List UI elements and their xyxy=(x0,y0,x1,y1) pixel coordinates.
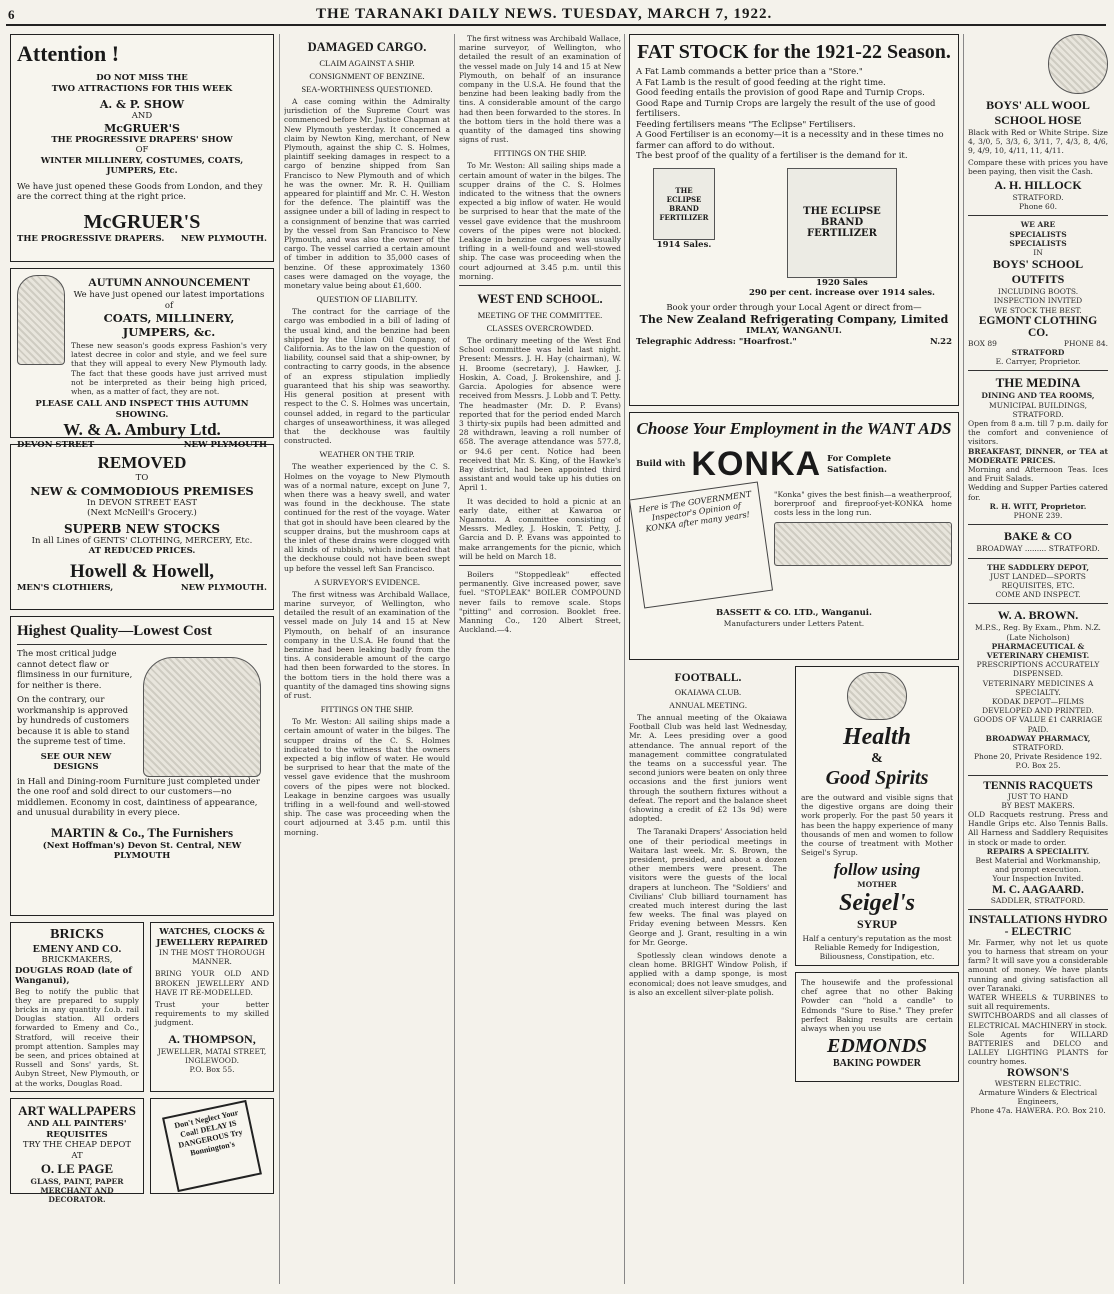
article-subhead: QUESTION OF LIABILITY. xyxy=(316,294,418,305)
ad-line: NEW & COMMODIOUS PREMISES xyxy=(30,483,254,498)
article-subhead: MEETING OF THE COMMITTEE. xyxy=(477,310,603,321)
ad-body: These new season's goods express Fashion's very latest decree in color and style, and we feel sure that they will appeal to every New Plymouth lady. The fact that these goods have just arrived must not be interpreted as their being high priced, when, as a matter of fact, they are not. xyxy=(71,341,267,397)
ad-line: DOUGLAS ROAD (late of Wanganui), xyxy=(15,965,132,986)
sales-label: 1914 Sales. xyxy=(656,239,712,250)
ad-body: in Hall and Dining-room Furniture just completed under the one roof and sold direct to our customers—no middlemen. Economy in cost, daintiness of appearance, and unusual durability in every piece. xyxy=(17,776,260,818)
article-column-damaged-cargo xyxy=(284,34,450,1289)
article-body: The annual meeting of the Okaiawa Football Club was held last Wednesday, Mr. A. Lees presiding over a good attendance. The annual report of the management committee congratulated the teams on a successful year. The second juniors were beaten on only three occasions and the first juniors went through the southern fixtures without a defeat. The report and the balance sheet (showing a credit of £2 13s 9d) were adopted. xyxy=(629,713,787,824)
article-headline: WEST END SCHOOL. xyxy=(477,292,603,307)
ad-line: IMLAY, WANGANUI. xyxy=(746,326,842,336)
ad-line: JUST TO HAND xyxy=(1008,791,1068,801)
ad-line: SUPERB NEW STOCKS xyxy=(63,521,221,536)
ad-line: WE STOCK THE BEST. xyxy=(994,305,1082,315)
ad-title: Choose Your Employment in the WANT ADS xyxy=(636,419,952,438)
ad-footer: BASSETT & CO. LTD., Wanganui. xyxy=(716,608,872,618)
bag-1914 xyxy=(653,168,715,299)
ad-footer xyxy=(636,337,952,348)
ad-line: WINTER MILLINERY, COSTUMES, COATS, JUMPERS, Etc. xyxy=(40,155,244,176)
ad-footer: GLASS, PAINT, PAPER MERCHANT AND DECORATOR. xyxy=(30,1177,124,1205)
ad-body: Compare these with prices you have been paying, then visit the Cash. xyxy=(968,157,1108,176)
lower-block xyxy=(629,666,959,1088)
ad-line: IN xyxy=(1033,248,1043,258)
ad-line: AT xyxy=(71,1150,83,1161)
divider xyxy=(968,775,1108,776)
ad-title: BOYS' ALL WOOL xyxy=(986,98,1090,112)
football-article xyxy=(629,666,787,1088)
article-subhead: CONSIGNMENT OF BENZINE. xyxy=(309,71,425,81)
ad-line: BRICKMAKERS, xyxy=(41,955,113,965)
armchair-illustration xyxy=(143,657,261,777)
mcgruers-advert xyxy=(10,34,274,262)
article-body: The weather experienced by the C. S. Holmes on the voyage to New Plymouth was of a normal nature, except on June 7, when there was a heavy swell, and water was found in the deckhouse. The state continued for the rest of the voyage. Water that got in should have been cleared by the scupper drains, but the mushroom caps at the inlet of these drains were clogged with all kinds of rubbish, which indicated that the deckhouse could not have been swept up before the vessel left San Francisco. xyxy=(284,462,450,573)
bullseye-badge xyxy=(1048,34,1108,94)
ad-footer-left: THE PROGRESSIVE DRAPERS. xyxy=(17,233,165,244)
ad-line: SPECIALISTS xyxy=(1009,238,1067,248)
ad-line: SADDLER, STRATFORD. xyxy=(990,895,1086,905)
ad-line: PRESCRIPTIONS ACCURATELY DISPENSED. xyxy=(976,660,1100,679)
ad-line: Phone 60. xyxy=(1019,202,1057,212)
fatstock-line: Feeding fertilisers means "The Eclipse" Fertilisers. xyxy=(636,119,856,130)
ad-line: For Complete Satisfaction. xyxy=(827,454,892,475)
seigels-advert xyxy=(795,666,959,966)
masthead xyxy=(6,6,1106,26)
bag-1920 xyxy=(749,168,935,299)
ad-line: MOTHER xyxy=(857,880,897,890)
ad-brand: Seigel's xyxy=(839,889,915,916)
article-body: The Taranaki Drapers' Association held one of their periodical meetings in Waitara last week. Mr. S. Brown, the president, presided, and about a dozen other members were present. The visitors were the guests of the local drapers at luncheon. The "Soldiers' and Civilians' Club billiard tournament has created much interest during the last few weeks. The final was played on Friday evening between Messrs. Ken George and J. Grant, resulting in a win for Mr. George. xyxy=(629,827,787,947)
attention-title: Attention ! xyxy=(17,41,120,66)
ad-line: Your Inspection Invited. xyxy=(992,874,1084,884)
howell-advert xyxy=(10,444,274,610)
ad-title: Good Spirits xyxy=(825,767,929,789)
ad-line: AT REDUCED PRICES. xyxy=(88,546,196,556)
ambury-advert xyxy=(10,268,274,451)
fatstock-line: A Fat Lamb commands a better price than a "Store." xyxy=(636,67,863,77)
ad-brand: A. THOMPSON, xyxy=(168,1031,256,1046)
ad-line: BY BEST MAKERS. xyxy=(1001,800,1075,810)
ad-footer: (Next Hoffman's) Devon St. Central, NEW PLYMOUTH xyxy=(42,840,242,861)
lady-illustration xyxy=(17,275,65,365)
ad-title: THE SADDLERY DEPOT, xyxy=(987,562,1089,572)
fatstock-line: A Fat Lamb is the result of good feeding at the right time. xyxy=(636,77,886,88)
ad-body: SWITCHBOARDS and all classes of ELECTRICAL MACHINERY in stock. xyxy=(968,1011,1108,1030)
ad-line: (Next McNeill's Grocery.) xyxy=(87,508,197,518)
konka-brand-row xyxy=(636,445,952,484)
ad-line: KODAK DEPOT—FILMS DEVELOPED AND PRINTED. xyxy=(982,696,1094,716)
ad-body: We have just opened these Goods from London, and they are the correct thing at the right price. xyxy=(17,181,263,202)
divider xyxy=(968,524,1108,525)
edmonds-advert xyxy=(795,972,959,1082)
ad-brand: SYRUP xyxy=(856,916,897,931)
article-body: To Mr. Weston: All sailing ships made a certain amount of water in the bilges. The scupper drains of the C. S. Holmes indicated to the witness that the owners expected a big inflow of water. He would be surprised to hear that the mate of the vessel gave evidence that the mushroom covers of the pipes were not blocked. Leakage in benzine cargoes was usually trifling in a well-found and well-stowed ship. The case was proceeding when the court adjourned at 3.45 p.m. until this morning. xyxy=(284,717,450,837)
ad-line: VETERINARY MEDICINES A SPECIALTY. xyxy=(982,678,1094,697)
ad-line: AND ALL PAINTERS' REQUISITES xyxy=(27,1119,127,1140)
ad-footer-left: DEVON STREET xyxy=(17,440,95,451)
ad-line: THE PROGRESSIVE DRAPERS' SHOW xyxy=(51,134,233,145)
divider xyxy=(459,285,621,286)
fatstock-advert xyxy=(629,34,959,406)
ad-line: STRATFORD. xyxy=(1012,409,1064,419)
article-body: The first witness was Archibald Wallace, marine surveyor, of Wellington, who detailed the result of an examination of the vessel made on July 14 and 15 at New Plymouth, on behalf of an insurance company in the U.S.A. He found that the benzine had been leaking badly from the tins. A considerable amount of the cargo had then been forwarded to the stores. In the bottom tiers in the hold there was a quantity of the damaged tins showing signs of rust. xyxy=(459,34,621,145)
house-illustration xyxy=(774,522,952,566)
divider xyxy=(968,558,1108,559)
konka-ribbon: Here is The GOVERNMENT Inspector's Opinion of KONKA after many years! xyxy=(629,481,773,608)
ad-brand: EGMONT CLOTHING CO. xyxy=(978,314,1098,339)
fertiliser-bags xyxy=(636,168,952,299)
ad-footer xyxy=(17,583,267,594)
ad-footer-right: NEW PLYMOUTH. xyxy=(180,582,267,593)
ad-brand: ROWSON'S xyxy=(1007,1066,1069,1079)
ad-title: WATCHES, CLOCKS & JEWELLERY REPAIRED xyxy=(156,927,268,948)
ad-footer xyxy=(17,440,267,451)
ad-line: COATS, MILLINERY, JUMPERS, &c. xyxy=(103,311,235,339)
ad-line: SPECIALISTS xyxy=(1009,229,1067,239)
ad-title: INSTALLATIONS HYDRO - ELECTRIC xyxy=(968,913,1108,938)
ad-line: PHONE 239. xyxy=(1013,511,1063,521)
ad-body: Sole Agents for WILLARD BATTERIES and DELCO and LALLEY LIGHTING PLANTS for country homes. xyxy=(968,1029,1108,1067)
ad-title: THE MEDINA xyxy=(995,375,1081,391)
ad-title: TENNIS RACQUETS xyxy=(983,779,1093,792)
ad-line: DO NOT MISS THE xyxy=(96,73,188,83)
ad-brand: KONKA xyxy=(691,445,822,483)
ad-footer xyxy=(17,234,267,245)
ad-brand: EDMONDS xyxy=(826,1035,928,1058)
health-and-edmonds xyxy=(795,666,959,1088)
ad-line: AND xyxy=(131,111,153,121)
ad-line: JUST LANDED—SPORTS REQUISITES, ETC. xyxy=(990,571,1086,590)
ad-line: Armature Winders & Electrical Engineers, xyxy=(978,1087,1098,1107)
ad-brand: EMENY AND CO. xyxy=(32,943,122,955)
konka-body xyxy=(636,490,952,600)
ad-body: Mr. Farmer, why not let us quote you to harness that stream on your farm? It will save you a considerable amount of money. We have plants running and giving satisfaction all over Taranaki. xyxy=(968,937,1108,993)
martin-advert xyxy=(10,616,274,916)
article-body: The contract for the carriage of the cargo was embodied in a bill of lading of the usual kind, and the benzine had been shipped by the Union Oil Company, of California. As to the law on the question of liability, counsel said that a ship-owner, by contracting to carry goods, in the absence of an express stipulation impliedly guaranteed that his ship was seaworthy. His general position at present with respect to the C. S. Holmes was uncertain, counsel added, in regard to the particular charges of unseaworthiness, it was alleged that the deckhouse was faultily constructed. xyxy=(284,307,450,446)
column-rule xyxy=(279,34,280,1284)
ad-line: REPAIRS A SPECIALITY. xyxy=(986,846,1090,856)
ad-body: On the contrary, our workmanship is approved by hundreds of customers because it is able to stand the supreme test of time. xyxy=(17,695,130,747)
ad-line: A. & P. SHOW xyxy=(99,98,185,111)
ad-body: The most critical judge cannot detect flaw or flimsiness in our furniture, for neither is there. xyxy=(17,649,133,691)
ad-body: BREAKFAST, DINNER, or TEA at MODERATE PRICES. xyxy=(968,446,1108,465)
ad-title: BRICKS xyxy=(50,927,104,942)
fertiliser-bag-small: THE ECLIPSE BRAND FERTILIZER xyxy=(653,168,715,240)
divider xyxy=(17,644,267,645)
ad-body: The housewife and the professional chef agree that no other Baking Powder can "hold a candle" to Edmonds "Sure to Rise." They prefer perfect Baking results are certain always when you use xyxy=(801,978,953,1034)
article-body: To Mr. Weston: All sailing ships made a certain amount of water in the bilges. The scupper drains of the C. S. Holmes indicated to the witness that the owners expected a big inflow of water. He would be surprised to hear that the mate of the vessel gave evidence that the mushroom covers of the pipes were not blocked. Leakage in benzine cargoes was usually trifling in a well-found and well-stowed ship. The case was proceeding when the court adjourned at 3.45 p.m. until this morning. xyxy=(459,161,621,281)
bricks-and-wallpapers xyxy=(10,922,144,1205)
column-rule xyxy=(963,34,964,1284)
ad-line: INCLUDING BOOTS. xyxy=(997,287,1079,297)
ad-body: Open from 8 a.m. till 7 p.m. daily for the comfort and convenience of visitors. xyxy=(968,419,1108,447)
advert-column-right xyxy=(968,34,1108,1289)
bottom-adverts xyxy=(10,922,274,1205)
middle-right-section xyxy=(629,34,959,1289)
article-subhead: CLASSES OVERCROWDED. xyxy=(486,323,594,334)
ad-brand: M. C. AAGAARD. xyxy=(992,883,1084,896)
article-subhead: WEATHER ON THE TRIP. xyxy=(319,449,415,460)
divider xyxy=(968,370,1108,371)
ad-title: AUTUMN ANNOUNCEMENT xyxy=(88,275,250,289)
ad-line: We have just opened our latest importations of xyxy=(73,290,265,311)
ad-line: DINING AND TEA ROOMS, xyxy=(981,391,1095,401)
ad-line: MUNICIPAL BUILDINGS, xyxy=(989,400,1087,410)
ad-line: In DEVON STREET EAST xyxy=(86,497,198,508)
ad-line: STRATFORD. xyxy=(1012,193,1064,203)
ad-line: STRATFORD xyxy=(1011,348,1065,358)
ad-brand: O. LE PAGE xyxy=(40,1161,114,1176)
article-subhead: A SURVEYOR'S EVIDENCE. xyxy=(314,576,420,587)
ad-title: BAKE & CO xyxy=(1003,529,1072,544)
ad-line: SEE OUR NEW DESIGNS xyxy=(40,751,112,772)
ad-footer: Manufacturers under Letters Patent. xyxy=(723,618,865,628)
badge-row xyxy=(968,34,1108,98)
ad-body: OLD Racquets restrung. Press and Handle Grips etc. Also Tennis Balls. All Harness and Saddlery Requisites in stock or made to order. xyxy=(968,809,1108,847)
ad-footer-right: PHONE 84. xyxy=(1063,338,1108,348)
ad-footer: Half a century's reputation as the most Reliable Remedy for Indigestion, Biliousness, Constipation, etc. xyxy=(802,933,952,962)
ad-body: Morning and Afternoon Teas. Ices and Fruit Salads. xyxy=(968,465,1108,484)
masthead-title: THE TARANAKI DAILY NEWS. TUESDAY, MARCH 7, 1922. xyxy=(316,6,773,22)
ad-body: Trust your better requirements to my skilled judgment. xyxy=(155,1000,269,1028)
ad-line: PHARMACEUTICAL & VETERINARY CHEMIST. xyxy=(986,641,1090,660)
coal-advert xyxy=(150,1098,274,1194)
divider xyxy=(968,215,1108,216)
ad-line: M.P.S., Reg. By Exam., Phm. N.Z. (Late Nicholson) xyxy=(975,623,1101,642)
ad-title: SCHOOL HOSE xyxy=(994,113,1082,127)
article-body: A case coming within the Admiralty jurisdiction of the Supreme Court was commenced before Mr. Justice Chapman at New Plymouth yesterday. It concerned a claim by Newton King, merchant, of New Plymouth, against the ship C. S. Holmes, plaintiff seeking damages in respect to a cargo of benzine shipped from San Francisco to New Plymouth and of which he was the owner. Mr. R. H. Quilliam appeared for plaintiff and Mr. C. H. Weston for the defence. The plaintiff was the assignee under a bill of lading in respect to a consignment of benzine that was carried by the vessel from San Francisco to New Plymouth, and was also the owner of the cargo. The vessel carried a certain amount of timber in addition to 35,000 cases of benzine. Of these approximately 1360 cases were damaged on the voyage, the monetary value being about £1,600. xyxy=(284,97,450,291)
ad-title: Highest Quality—Lowest Cost xyxy=(17,623,212,639)
article-subhead: OKAIAWA CLUB. xyxy=(674,687,742,697)
article-headline: DAMAGED CARGO. xyxy=(307,40,427,54)
article-subhead: FITTINGS ON THE SHIP. xyxy=(320,704,414,715)
fatstock-line: Good Rape and Turnip Crops are largely the result of the use of good fertilisers. xyxy=(636,98,936,119)
divider xyxy=(968,603,1108,604)
konka-advert xyxy=(629,412,959,660)
ad-line: INSPECTION INVITED xyxy=(993,296,1083,306)
ad-footer xyxy=(968,339,1108,348)
divider xyxy=(968,909,1108,910)
ad-line: E. Carryer, Proprietor. xyxy=(995,357,1081,367)
sales-label: 1920 Sales xyxy=(816,277,868,288)
ad-brand: A. H. HILLOCK xyxy=(994,178,1082,193)
fatstock-lines xyxy=(636,67,952,162)
column-rule xyxy=(624,34,625,1284)
fatstock-line: A Good Fertiliser is an economy—it is a necessity and in these times no farmer can afford to do without. xyxy=(636,130,944,151)
ad-line: Build with xyxy=(636,459,686,470)
ad-body: BRING YOUR OLD AND BROKEN JEWELLERY AND HAVE IT RE-MODELLED. xyxy=(155,969,269,997)
ad-title: REMOVED xyxy=(97,453,187,472)
ad-line: R. H. WITT, Proprietor. xyxy=(989,501,1087,511)
ad-line: Best Material and Workmanship, and prompt execution. xyxy=(975,855,1101,875)
ad-brand: Howell & Howell, xyxy=(69,560,215,582)
ad-brand: BROADWAY PHARMACY, xyxy=(985,733,1091,743)
face-illustration xyxy=(847,672,907,720)
classified-advert: Spotlessly clean windows denote a clean home. BRIGHT Window Polish, if applied with a damp sponge, is most economical; does not leave smudges, and is also an excellent silver-plate polish. xyxy=(629,951,787,997)
article-subhead: CLAIM AGAINST A SHIP. xyxy=(319,58,415,68)
ad-title: FAT STOCK for the 1921-22 Season. xyxy=(637,41,951,63)
ad-footer-left: BOX 89 xyxy=(968,338,997,348)
column-rule xyxy=(454,34,455,1284)
ad-body: "Konka" gives the best finish—a weatherproof, borerproof and fireproof-yet-KONKA home costs less in the long run. xyxy=(774,490,952,518)
ad-line: GOODS OF VALUE £1 CARRIAGE PAID. xyxy=(973,715,1103,734)
fatstock-line: The best proof of the quality of a fertiliser is the demand for it. xyxy=(636,151,908,161)
emeny-advert xyxy=(10,922,144,1092)
article-subhead: FITTINGS ON THE SHIP. xyxy=(493,148,587,159)
page-number: 6 xyxy=(8,7,15,22)
ad-body: Beg to notify the public that they are prepared to supply bricks in any quantity f.o.b. rail Douglas station. All orders forwarded to Emeny and Co., Stratford, will receive their prompt attention. Samples may be seen, and prices obtained at Russell and Sons' yards, St. Aubyn Street, New Plymouth, or at the works, Douglas Road. xyxy=(15,986,139,1088)
article-body: The first witness was Archibald Wallace, marine surveyor, of Wellington, who detailed the result of an examination of the vessel made on July 14 and 15 at New Plymouth, on behalf of an insurance company in the U.S.A. He found that the benzine had been leaking badly from the tins. A considerable amount of the cargo had then been forwarded to the stores. In the bottom tiers in the hold there was a quantity of the damaged tins showing signs of rust. xyxy=(284,589,450,700)
ad-line: Phone 47a. HAWERA. P.O. Box 210. xyxy=(970,1106,1106,1116)
ad-line: WESTERN ELECTRIC. xyxy=(994,1078,1082,1088)
ad-body: Black with Red or White Stripe. Size 4, 3/0, 5, 3/3, 6, 3/11, 7, 4/3, 8, 4/6, 9, 4/9, 10, 4/11, 11, 4/11. xyxy=(968,128,1108,156)
ad-title: BOYS' SCHOOL OUTFITS xyxy=(992,257,1084,287)
fertiliser-bag-large: THE ECLIPSE BRAND FERTILIZER xyxy=(787,168,897,278)
ad-footer-left: MEN'S CLOTHIERS, xyxy=(17,582,114,593)
article-subhead: SEA-WORTHINESS QUESTIONED. xyxy=(301,84,433,94)
ad-line: WE ARE xyxy=(1020,220,1056,230)
ad-footer-right: N.22 xyxy=(929,336,952,347)
ad-brand: W. & A. Ambury Ltd. xyxy=(63,420,221,440)
ad-line: OF xyxy=(135,145,149,155)
ad-footer-right: NEW PLYMOUTH. xyxy=(180,233,267,244)
ad-body: Wedding and Supper Parties catered for. xyxy=(968,483,1108,502)
fatstock-line: Good feeding entails the provision of good Rape and Turnip Crops. xyxy=(636,88,925,98)
watches-and-coal xyxy=(150,922,274,1200)
article-body: The ordinary meeting of the West End School committee was held last night. Present: Messrs. J. H. Hay (chairman), W. H. Broome (secretary), J. Hawker, J. Hoskin, A. Coad, J. Brokenshire, and J. Garcia. Apologies for absence were received from Messrs. J. Lobb and T. Petty. The headmaster (Mr. D. P. Evans) reported that for the period ended March 3 thirty-six pupils had been admitted and 28 withdrawn, leaving a roll number of 658. The average attendance was 577.8, or 94.6 per cent. Notice had been received that Mr. S. King, of the Hawke's Bay district, had been appointed third assistant and would take up his duties on April 1. xyxy=(459,336,621,493)
coal-badge: Don't Neglect Your Coal! DELAY IS DANGEROUS Try Bonnington's xyxy=(162,1100,262,1192)
article-headline: FOOTBALL. xyxy=(674,672,742,684)
sales-label: 290 per cent. increase over 1914 sales. xyxy=(749,288,935,298)
ad-brand: MARTIN & Co., The Furnishers xyxy=(50,824,234,840)
ad-line: McGRUER'S xyxy=(104,121,180,135)
article-column-west-end-school xyxy=(459,34,621,1289)
ad-brand: The New Zealand Refrigerating Company, Limited xyxy=(639,313,949,326)
article-subhead: ANNUAL MEETING. xyxy=(668,700,748,710)
classified-advert: Boilers "Stoppedleak" effected permanently. Give increased power, save fuel. "STOPLEAK" BOILER COMPOUND never fails to remove scale. Stops "pitting" and corrosion. Booklet free. Manning Co., 120 Albert Street, Auckland.—4. xyxy=(459,569,621,635)
ad-footer-left: Telegraphic Address: "Hoarfrost." xyxy=(636,336,797,347)
ad-line: follow using xyxy=(833,860,921,880)
article-body: It was decided to hold a picnic at an early date, either at Kawaroa or Ngamotu. A committee consisting of Messrs. Medley, J. Hoskin, T. Petty, J. Garcia and D. P. Evans was appointed to make arrangements for the picnic, which will be held on March 18. xyxy=(459,496,621,561)
ad-title: ART WALLPAPERS xyxy=(18,1103,136,1118)
ad-line: JEWELLER, MATAI STREET, xyxy=(157,1046,267,1056)
ad-title: & xyxy=(871,751,883,766)
ad-line: COME AND INSPECT. xyxy=(995,590,1081,600)
ad-line: TO xyxy=(135,473,149,483)
ad-line: BROADWAY ......... STRATFORD. xyxy=(976,544,1100,554)
ad-line: PLEASE CALL AND INSPECT THIS AUTUMN SHOWING. xyxy=(35,399,249,420)
thompson-advert xyxy=(150,922,274,1092)
ad-title: Health xyxy=(842,724,911,750)
ad-line: STRATFORD. xyxy=(1012,742,1064,752)
ad-line: In all Lines of GENTS' CLOTHING, MERCERY, Etc. xyxy=(31,535,253,546)
lepage-advert xyxy=(10,1098,144,1205)
ad-line: TRY THE CHEAP DEPOT xyxy=(22,1140,132,1150)
ad-line: Book your order through your Local Agent or direct from— xyxy=(666,302,922,313)
divider xyxy=(459,565,621,566)
ad-line: INGLEWOOD. xyxy=(184,1055,240,1065)
advert-column-left xyxy=(10,34,274,1289)
ad-brand: McGRUER'S xyxy=(83,210,201,233)
ad-title: W. A. BROWN. xyxy=(997,608,1079,623)
ad-body: are the outward and visible signs that the digestive organs are doing their work properly. For the past 50 years it has been the happy experience of many thousands of men and women to follow the course of treatment with Mother Seigel's Syrup. xyxy=(801,793,953,858)
ad-line: P.O. Box 55. xyxy=(189,1065,235,1075)
ad-body: WATER WHEELS & TURBINES to suit all requirements. xyxy=(968,993,1108,1012)
ad-footer-right: NEW PLYMOUTH xyxy=(183,440,267,451)
ad-line: Phone 20, Private Residence 192. P.O. Box 25. xyxy=(973,752,1103,771)
ad-line: IN THE MOST THOROUGH MANNER. xyxy=(158,948,265,967)
ad-line: TWO ATTRACTIONS FOR THIS WEEK xyxy=(51,83,233,94)
ad-brand: BAKING POWDER xyxy=(832,1058,922,1070)
